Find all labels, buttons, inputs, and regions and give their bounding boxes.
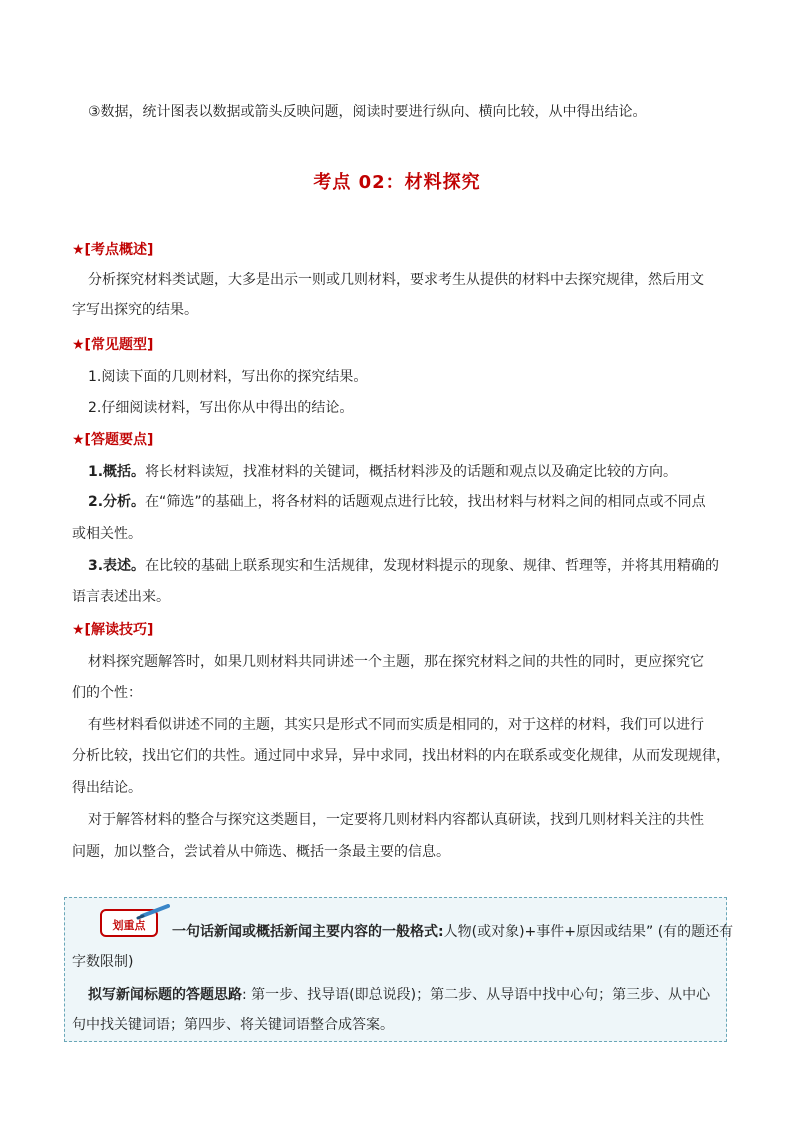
overview-header: ★[考点概述] xyxy=(72,242,154,258)
overview-paragraph-line1: 分析探究材料类试题，大多是出示一则或几则材料，要求考生从提供的材料中去探究规律，然后用文 xyxy=(88,272,704,288)
note-line-3 xyxy=(88,985,710,1005)
key-point-3-text: 在比较的基础上联系现实和生活规律，发现材料提示的现象、规律、哲理等，并将其用精确的 xyxy=(145,558,720,574)
note-line-1-text: 人物(或对象)+事件+原因或结果” (有的题还有 xyxy=(443,924,734,940)
question-types-header: ★[常见题型] xyxy=(72,337,154,353)
key-point-3-continued: 语言表述出来。 xyxy=(72,589,170,605)
note-line-1-lead: 一句话新闻或概括新闻主要内容的一般格式: xyxy=(172,924,444,940)
key-point-2-text: 在“筛选”的基础上，将各材料的话题观点进行比较，找出材料与材料之间的相同点或不同点 xyxy=(145,494,706,510)
tips-paragraph-2-line1: 有些材料看似讲述不同的主题，其实只是形式不同而实质是相同的，对于这样的材料，我们可以进行 xyxy=(88,717,704,733)
key-point-3-lead: 3.表述。 xyxy=(88,558,146,574)
tips-paragraph-2-line2: 分析比较，找出它们的共性。通过同中求异，异中求同，找出材料的内在联系或变化规律，从而发现规律， xyxy=(72,748,730,764)
key-point-1-lead: 1.概括。 xyxy=(88,464,146,480)
key-point-3 xyxy=(88,556,719,576)
key-point-2-lead: 2.分析。 xyxy=(88,494,146,510)
key-point-1 xyxy=(88,462,677,482)
note-line-1 xyxy=(172,922,733,942)
tips-paragraph-1-line1: 材料探究题解答时，如果几则材料共同讲述一个主题，那在探究材料之间的共性的同时，更应探究它 xyxy=(88,654,704,670)
note-line-3-lead: 拟写新闻标题的答题思路 xyxy=(88,987,242,1003)
key-points-header: ★[答题要点] xyxy=(72,432,154,448)
note-line-4: 句中找关键词语；第四步、将关键词语整合成答案。 xyxy=(72,1017,394,1033)
section-title: 考点 02：材料探究 xyxy=(313,172,481,193)
tips-paragraph-2-line3: 得出结论。 xyxy=(72,780,142,796)
key-point-2 xyxy=(88,492,706,512)
note-line-3-text: : 第一步、找导语(即总说段)；第二步、从导语中找中心句；第三步、从中心 xyxy=(242,987,711,1003)
badge-label: 划重点 xyxy=(112,919,146,932)
note-line-2: 字数限制) xyxy=(72,954,134,970)
tips-header: ★[解读技巧] xyxy=(72,622,154,638)
question-type-1: 1.阅读下面的几则材料，写出你的探究结果。 xyxy=(88,369,368,385)
highlight-badge-icon xyxy=(98,904,170,940)
key-point-1-text: 将长材料读短，找准材料的关键词，概括材料涉及的话题和观点以及确定比较的方向。 xyxy=(145,464,678,480)
question-type-2: 2.仔细阅读材料，写出你从中得出的结论。 xyxy=(88,400,354,416)
tips-paragraph-3-line2: 问题，加以整合，尝试着从中筛选、概括一条最主要的信息。 xyxy=(72,844,450,860)
key-point-2-continued: 或相关性。 xyxy=(72,526,142,542)
intro-line: ③数据，统计图表以数据或箭头反映问题，阅读时要进行纵向、横向比较，从中得出结论。 xyxy=(88,104,647,120)
tips-paragraph-3-line1: 对于解答材料的整合与探究这类题目，一定要将几则材料内容都认真研读，找到几则材料关注的共性 xyxy=(88,812,704,828)
overview-paragraph-line2: 字写出探究的结果。 xyxy=(72,302,198,318)
tips-paragraph-1-line2: 们的个性： xyxy=(72,685,142,701)
